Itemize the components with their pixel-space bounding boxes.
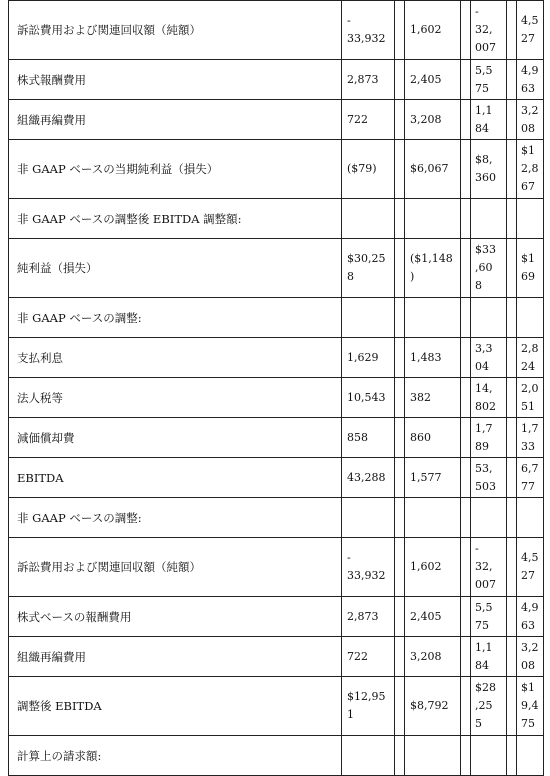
spacer-cell	[461, 538, 471, 597]
value-col-2-text: 1,602	[410, 23, 442, 36]
value-col-1	[342, 677, 395, 736]
value-col-3-text: 14, 802	[475, 381, 496, 413]
value-col-1-text: - 33,932	[347, 14, 386, 45]
value-col-1	[342, 418, 395, 458]
value-col-3	[471, 338, 507, 378]
value-col-4-text: 1,7 33	[521, 421, 539, 453]
value-col-2	[405, 239, 461, 298]
value-col-4	[517, 140, 544, 199]
spacer-cell	[507, 677, 517, 736]
row-label	[9, 298, 342, 338]
row-label-text: 訴訟費用および関連回収額（純額）	[17, 23, 201, 37]
value-col-3	[471, 140, 507, 199]
table-row	[9, 677, 544, 736]
value-col-4	[517, 498, 544, 538]
row-label	[9, 199, 342, 239]
spacer-cell	[395, 458, 405, 498]
value-col-4-text: $1 2,8 67	[521, 144, 539, 193]
spacer-cell	[507, 378, 517, 418]
table-row	[9, 100, 544, 140]
value-col-2	[405, 418, 461, 458]
value-col-2-text: 3,208	[410, 112, 442, 126]
spacer-cell	[461, 298, 471, 338]
spacer-cell	[461, 736, 471, 776]
row-label	[9, 100, 342, 140]
value-col-4	[517, 100, 544, 140]
value-col-1-text: 2,873	[347, 72, 379, 86]
value-col-2	[405, 60, 461, 100]
spacer-cell	[395, 1, 405, 60]
row-label	[9, 239, 342, 298]
value-col-3-text: 1,1 84	[475, 103, 493, 135]
table-row	[9, 736, 544, 776]
row-label-text: 株式ベースの報酬費用	[17, 609, 132, 624]
value-col-4	[517, 378, 544, 418]
value-col-4-text: 3,2 08	[521, 640, 539, 672]
spacer-cell	[507, 298, 517, 338]
row-label-text: 非 GAAP ベースの調整:	[17, 310, 142, 325]
value-col-1-text: 2,873	[347, 609, 379, 623]
spacer-cell	[461, 100, 471, 140]
spacer-cell	[395, 338, 405, 378]
spacer-cell	[395, 239, 405, 298]
table-row	[9, 60, 544, 100]
value-col-4-text: 4,5 27	[521, 551, 539, 582]
value-col-4-text: 4,5 27	[521, 14, 539, 45]
value-col-4	[517, 538, 544, 597]
row-label-text: EBITDA	[17, 470, 64, 485]
value-col-4	[517, 298, 544, 338]
value-col-3-text: 1,1 84	[475, 640, 493, 672]
row-label-text: 組織再編費用	[17, 112, 86, 127]
value-col-2	[405, 338, 461, 378]
value-col-1	[342, 239, 395, 298]
value-col-1	[342, 736, 395, 776]
value-col-3	[471, 418, 507, 458]
value-col-2-text: 1,602	[410, 560, 442, 573]
value-col-2	[405, 736, 461, 776]
value-col-4	[517, 60, 544, 100]
value-col-1	[342, 298, 395, 338]
value-col-1-text: 43,288	[347, 470, 386, 484]
row-label	[9, 378, 342, 418]
value-col-1-text: 1,629	[347, 350, 379, 364]
row-label	[9, 677, 342, 736]
spacer-cell	[395, 677, 405, 736]
spacer-cell	[507, 338, 517, 378]
row-label-text: 訴訟費用および関連回収額（純額）	[17, 560, 201, 574]
value-col-2-text: 1,577	[410, 470, 442, 484]
row-label	[9, 1, 342, 60]
value-col-4-text: 2,0 51	[521, 381, 539, 413]
spacer-cell	[507, 538, 517, 597]
value-col-2	[405, 199, 461, 239]
value-col-2-text: 382	[410, 390, 431, 404]
value-col-4-text: $1 69	[521, 252, 535, 283]
value-col-4	[517, 239, 544, 298]
value-col-3-text: - 32, 007	[475, 5, 496, 54]
value-col-2	[405, 637, 461, 677]
value-col-4	[517, 736, 544, 776]
spacer-cell	[395, 298, 405, 338]
row-label-text: 株式報酬費用	[17, 72, 86, 87]
spacer-cell	[395, 637, 405, 677]
value-col-4	[517, 199, 544, 239]
value-col-2-text: $8,792	[410, 699, 449, 712]
value-col-3	[471, 637, 507, 677]
row-label-text: 純利益（損失）	[17, 261, 98, 275]
row-label	[9, 60, 342, 100]
spacer-cell	[395, 736, 405, 776]
spacer-cell	[507, 239, 517, 298]
row-label-text: 計算上の請求額:	[17, 748, 102, 763]
spacer-cell	[507, 140, 517, 199]
spacer-cell	[395, 140, 405, 199]
value-col-1-text: $12,95 1	[347, 690, 386, 721]
row-label-text: 減価償却費	[17, 430, 75, 445]
spacer-cell	[507, 458, 517, 498]
table-row	[9, 140, 544, 199]
value-col-3	[471, 60, 507, 100]
row-label-text: 法人税等	[17, 390, 63, 405]
spacer-cell	[395, 538, 405, 597]
spacer-cell	[461, 597, 471, 637]
value-col-1	[342, 498, 395, 538]
spacer-cell	[395, 597, 405, 637]
value-col-3	[471, 1, 507, 60]
value-col-1-text: 722	[347, 112, 368, 126]
value-col-2	[405, 1, 461, 60]
value-col-4-text: 4,9 63	[521, 63, 539, 95]
value-col-3-text: $8, 360	[475, 153, 496, 184]
financial-table	[8, 0, 544, 776]
value-col-1-text: 858	[347, 430, 368, 444]
table-row	[9, 338, 544, 378]
value-col-1	[342, 538, 395, 597]
value-col-4	[517, 597, 544, 637]
value-col-1-text: 10,543	[347, 390, 386, 404]
row-label	[9, 538, 342, 597]
value-col-2-text: 1,483	[410, 350, 442, 364]
value-col-3	[471, 597, 507, 637]
value-col-4	[517, 1, 544, 60]
value-col-3	[471, 298, 507, 338]
value-col-1-text: ($79)	[347, 162, 377, 175]
value-col-4	[517, 677, 544, 736]
table-body	[9, 1, 544, 776]
value-col-3	[471, 458, 507, 498]
value-col-1	[342, 378, 395, 418]
table-row	[9, 498, 544, 538]
table-row	[9, 418, 544, 458]
value-col-4	[517, 418, 544, 458]
value-col-3	[471, 199, 507, 239]
spacer-cell	[507, 1, 517, 60]
value-col-4-text: $1 9,4 75	[521, 681, 539, 730]
spacer-cell	[395, 378, 405, 418]
spacer-cell	[461, 338, 471, 378]
value-col-3	[471, 736, 507, 776]
spacer-cell	[395, 498, 405, 538]
row-label	[9, 418, 342, 458]
table-row	[9, 199, 544, 239]
value-col-4-text: 3,2 08	[521, 103, 539, 135]
value-col-2-text: 860	[410, 430, 431, 444]
value-col-1	[342, 637, 395, 677]
table-row	[9, 458, 544, 498]
spacer-cell	[461, 60, 471, 100]
value-col-1	[342, 100, 395, 140]
value-col-3	[471, 239, 507, 298]
row-label	[9, 498, 342, 538]
row-label-text: 非 GAAP ベースの調整後 EBITDA 調整額:	[17, 211, 242, 226]
value-col-3-text: $28 ,25 5	[475, 681, 496, 730]
value-col-1	[342, 60, 395, 100]
value-col-4	[517, 338, 544, 378]
spacer-cell	[395, 100, 405, 140]
row-label-text: 非 GAAP ベースの当期純利益（損失）	[17, 162, 219, 176]
spacer-cell	[461, 637, 471, 677]
value-col-3-text: 5,5 75	[475, 63, 493, 95]
spacer-cell	[461, 677, 471, 736]
value-col-3	[471, 538, 507, 597]
table-row	[9, 378, 544, 418]
value-col-1	[342, 140, 395, 199]
row-label	[9, 736, 342, 776]
spacer-cell	[507, 498, 517, 538]
value-col-1-text: - 33,932	[347, 551, 386, 582]
value-col-4-text: 2,8 24	[521, 341, 539, 373]
value-col-1	[342, 458, 395, 498]
value-col-3-text: 3,3 04	[475, 341, 493, 373]
row-label-text: 非 GAAP ベースの調整:	[17, 510, 142, 525]
value-col-3-text: 1,7 89	[475, 421, 493, 453]
spacer-cell	[461, 239, 471, 298]
value-col-2	[405, 100, 461, 140]
table-row	[9, 239, 544, 298]
value-col-2-text: $6,067	[410, 162, 449, 175]
spacer-cell	[507, 637, 517, 677]
spacer-cell	[507, 199, 517, 239]
value-col-4-text: 4,9 63	[521, 600, 539, 632]
value-col-2	[405, 538, 461, 597]
spacer-cell	[461, 498, 471, 538]
value-col-2-text: ($1,148 )	[410, 252, 453, 283]
value-col-2	[405, 677, 461, 736]
spacer-cell	[395, 418, 405, 458]
table-row	[9, 597, 544, 637]
spacer-cell	[507, 60, 517, 100]
value-col-4-text: 6,7 77	[521, 461, 539, 493]
value-col-1	[342, 199, 395, 239]
value-col-3	[471, 677, 507, 736]
spacer-cell	[507, 100, 517, 140]
spacer-cell	[507, 418, 517, 458]
value-col-1-text: 722	[347, 649, 368, 663]
value-col-2	[405, 140, 461, 199]
spacer-cell	[461, 378, 471, 418]
value-col-2-text: 2,405	[410, 72, 442, 86]
spacer-cell	[461, 1, 471, 60]
row-label	[9, 458, 342, 498]
spacer-cell	[461, 199, 471, 239]
row-label-text: 調整後 EBITDA	[17, 699, 102, 713]
row-label	[9, 140, 342, 199]
value-col-3	[471, 498, 507, 538]
value-col-2	[405, 597, 461, 637]
spacer-cell	[461, 418, 471, 458]
value-col-2-text: 2,405	[410, 609, 442, 623]
value-col-1	[342, 597, 395, 637]
value-col-3-text: 53, 503	[475, 461, 496, 493]
value-col-1	[342, 338, 395, 378]
value-col-2	[405, 498, 461, 538]
value-col-2-text: 3,208	[410, 649, 442, 663]
table-row	[9, 637, 544, 677]
value-col-3	[471, 378, 507, 418]
value-col-3	[471, 100, 507, 140]
value-col-1	[342, 1, 395, 60]
value-col-1-text: $30,25 8	[347, 252, 386, 283]
table-row	[9, 1, 544, 60]
table-row	[9, 538, 544, 597]
spacer-cell	[395, 199, 405, 239]
spacer-cell	[507, 736, 517, 776]
value-col-3-text: $33 ,60 8	[475, 243, 496, 292]
spacer-cell	[507, 597, 517, 637]
row-label	[9, 637, 342, 677]
table-row	[9, 298, 544, 338]
value-col-2	[405, 378, 461, 418]
row-label	[9, 597, 342, 637]
spacer-cell	[461, 458, 471, 498]
value-col-2	[405, 298, 461, 338]
spacer-cell	[395, 60, 405, 100]
row-label-text: 組織再編費用	[17, 649, 86, 664]
value-col-4	[517, 637, 544, 677]
row-label-text: 支払利息	[17, 350, 63, 365]
value-col-3-text: 5,5 75	[475, 600, 493, 632]
spacer-cell	[461, 140, 471, 199]
row-label	[9, 338, 342, 378]
value-col-2	[405, 458, 461, 498]
value-col-4	[517, 458, 544, 498]
value-col-3-text: - 32, 007	[475, 542, 496, 591]
